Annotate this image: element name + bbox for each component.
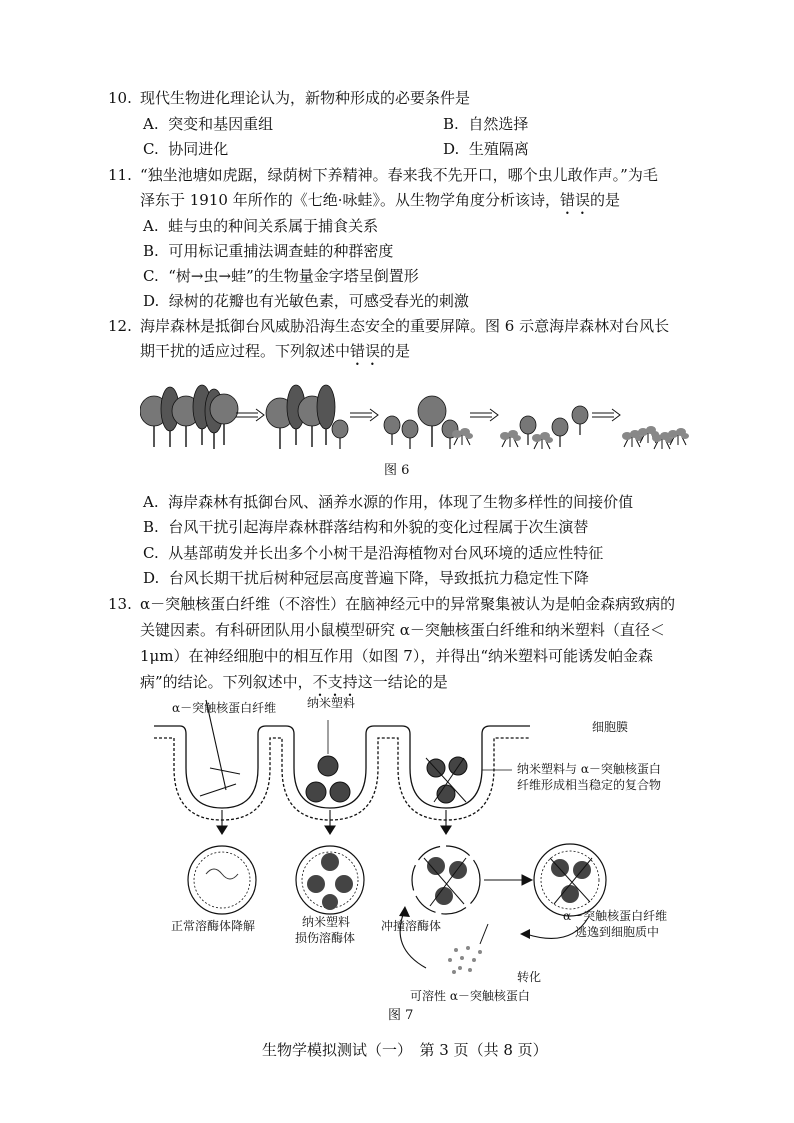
label-cell-membrane: 细胞膜 xyxy=(592,720,629,734)
q11-option-b: B. 可用标记重捕法调查蛙的种群密度 xyxy=(143,242,394,260)
q10-number: 10. xyxy=(108,89,132,107)
forest-stage-3 xyxy=(384,396,473,449)
q11-number: 11. xyxy=(108,166,132,184)
q11-option-a: A. 蛙与虫的种间关系属于捕食关系 xyxy=(143,217,379,235)
label-fiber: α－突触核蛋白纤维 xyxy=(172,701,277,715)
complex-vesicle-3 xyxy=(426,757,512,803)
forest-stage-4 xyxy=(500,406,588,449)
lysosome-normal xyxy=(188,846,256,914)
q12-stem-line1: 海岸森林是抵御台风威胁沿海生态安全的重要屏障。图 6 示意海岸森林对台风长 xyxy=(140,317,670,335)
label-nanoplastic: 纳米塑料 xyxy=(307,696,356,710)
q12-number: 12. xyxy=(108,317,132,335)
label-damage-line1: 纳米塑料 xyxy=(302,915,351,929)
figure-7-caption: 图 7 xyxy=(388,1008,414,1023)
lysosome-escape xyxy=(534,844,606,916)
figure-7-diagram xyxy=(140,698,700,998)
stage-arrow xyxy=(592,409,620,421)
q12-option-a: A. 海岸森林有抵御台风、涵养水源的作用，体现了生物多样性的间接价值 xyxy=(143,493,634,511)
forest-stage-2 xyxy=(266,385,348,449)
label-complex-line1: 纳米塑料与 α－突触核蛋白 xyxy=(517,762,661,776)
label-burst-lysosome: 冲撞溶酶体 xyxy=(381,919,442,933)
q10-option-c: C. 协同进化 xyxy=(143,140,229,158)
label-soluble-protein: 可溶性 α－突触核蛋白 xyxy=(410,989,530,1003)
q12-option-d: D. 台风长期干扰后树种冠层高度普遍下降，导致抵抗力稳定性下降 xyxy=(143,569,589,587)
q11-stem-line2: 泽东于 1910 年所作的《七绝·咏蛙》。从生物学角度分析该诗，错误的是 xyxy=(140,191,621,209)
figure-6-forest xyxy=(140,365,690,457)
label-escape-line1: α－突触核蛋白纤维 xyxy=(563,909,668,923)
q13-stem-line3: 1μm）在神经细胞中的相互作用（如图 7），并得出“纳米塑料可能诱发帕金森 xyxy=(140,647,653,665)
page-footer: 生物学模拟测试（一） 第 3 页（共 8 页） xyxy=(262,1041,548,1059)
soluble-protein-cloud xyxy=(448,946,482,974)
q12-option-c: C. 从基部萌发并长出多个小树干是沿海植物对台风环境的适应性特征 xyxy=(143,544,604,562)
q13-stem-line1: α－突触核蛋白纤维（不溶性）在脑神经元中的异常聚集被认为是帕金森病致病的 xyxy=(140,595,676,613)
label-convert: 转化 xyxy=(517,970,542,984)
forest-stage-1 xyxy=(140,385,238,449)
q12-stem-line2: 期干扰的适应过程。下列叙述中错误的是 xyxy=(140,342,411,360)
forest-stage-5 xyxy=(622,426,689,449)
nanoplastic-vesicle-2 xyxy=(306,720,350,802)
label-complex-line2: 纤维形成相当稳定的复合物 xyxy=(517,778,662,792)
lysosome-damaged xyxy=(296,846,364,914)
lysosome-burst xyxy=(412,846,480,914)
stage-arrow xyxy=(350,409,378,421)
convert-line xyxy=(480,924,488,944)
q10-option-a: A. 突变和基因重组 xyxy=(143,115,274,133)
down-arrows xyxy=(217,810,451,834)
figure-6-caption: 图 6 xyxy=(384,463,410,478)
q10-option-d: D. 生殖隔离 xyxy=(443,140,529,158)
q10-stem: 现代生物进化理论认为，新物种形成的必要条件是 xyxy=(140,89,471,107)
q10-option-b: B. 自然选择 xyxy=(443,115,529,133)
stage-arrow xyxy=(236,409,264,421)
arrow-burst-to-escape xyxy=(484,875,532,885)
label-normal-degradation: 正常溶酶体降解 xyxy=(171,919,256,933)
stage-arrow xyxy=(470,409,498,421)
label-damage-line2: 损伤溶酶体 xyxy=(295,931,356,945)
q13-stem-line4: 病”的结论。下列叙述中，不支持这一结论的是 xyxy=(140,673,448,691)
q11-option-c: C. “树→虫→蛙”的生物量金字塔呈倒置形 xyxy=(143,267,419,285)
q11-stem-line1: “独坐池塘如虎踞，绿荫树下养精神。春来我不先开口，哪个虫儿敢作声。”为毛 xyxy=(140,166,658,184)
q11-option-d: D. 绿树的花瓣也有光敏色素，可感受春光的刺激 xyxy=(143,292,469,310)
q13-stem-line2: 关键因素。有科研团队用小鼠模型研究 α－突触核蛋白纤维和纳米塑料（直径＜ xyxy=(140,621,665,639)
cell-membrane xyxy=(154,726,530,820)
label-escape-line2: 逃逸到细胞质中 xyxy=(575,925,660,939)
q12-option-b: B. 台风干扰引起海岸森林群落结构和外貌的变化过程属于次生演替 xyxy=(143,518,589,536)
q13-number: 13. xyxy=(108,595,132,613)
